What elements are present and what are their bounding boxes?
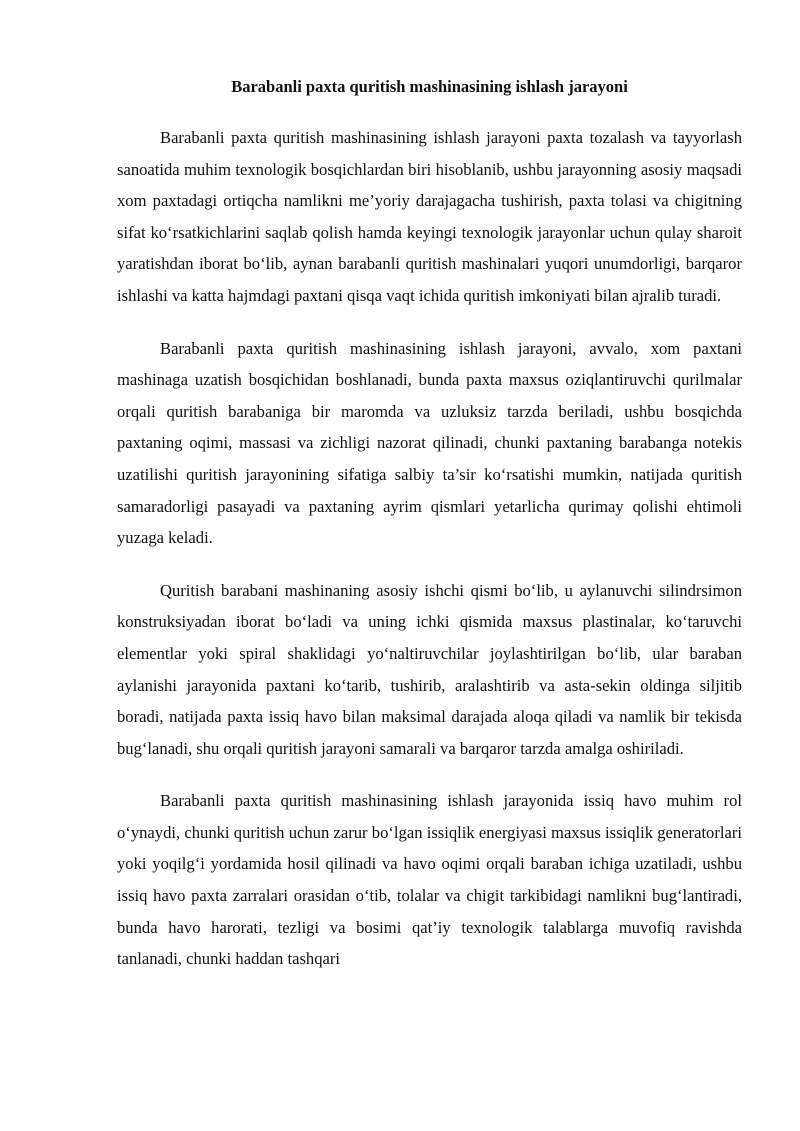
paragraph-4: Barabanli paxta quritish mashinasining ishlash jarayonida issiq havo muhim rol o‘ynaydi, chunki quritish uchun zarur bo‘lgan issiqlik energiyasi maxsus issiqlik generatorlari yoki yoqilg‘i yordamida hosil qilinadi va havo oqimi orqali baraban ichiga uzatiladi, ushbu issiq havo paxta zarralari orasidan o‘tib, tolalar va chigit tarkibidagi namlikni bug‘lantiradi, bunda havo harorati, tezligi va bosimi qat’iy texnologik talablarga muvofiq ravishda tanlanadi, chunki haddan tashqari: [117, 791, 742, 969]
paragraph-3: Quritish barabani mashinaning asosiy ishchi qismi bo‘lib, u aylanuvchi silindrsimon konstruksiyadan iborat bo‘ladi va uning ichki qismida maxsus plastinalar, ko‘taruvchi elementlar yoki spiral shaklidagi yo‘naltiruvchilar joylashtirilgan bo‘lib, ular baraban aylanishi jarayonida paxtani ko‘tarib, tushirib, aralashtirib va asta-sekin oldinga siljitib boradi, natijada paxta issiq havo bilan maksimal darajada aloqa qiladi va namlik bir tekisda bug‘lanadi, shu orqali quritish jarayoni samarali va barqaror tarzda amalga oshiriladi.: [117, 580, 742, 758]
paragraph-1: Barabanli paxta quritish mashinasining ishlash jarayoni paxta tozalash va tayyorlash sanoatida muhim texnologik bosqichlardan biri hisoblanib, ushbu jarayonning asosiy maqsadi xom paxtadagi ortiqcha namlikni me’yoriy darajagacha tushirish, paxta tolasi va chigitning sifat ko‘rsatkichlarini saqlab qolish hamda keyingi texnologik jarayonlar uchun qulay sharoit yaratishdan iborat bo‘lib, aynan barabanli quritish mashinalari yuqori unumdorligi, barqaror ishlashi va katta hajmdagi paxtani qisqa vaqt ichida quritish imkoniyati bilan ajralib turadi.: [117, 128, 742, 305]
paragraph-2: Barabanli paxta quritish mashinasining ishlash jarayoni, avvalo, xom paxtani mashinaga uzatish bosqichidan boshlanadi, bunda paxta maxsus oziqlantiruvchi qurilmalar orqali quritish barabaniga bir maromda va uzluksiz tarzda beriladi, ushbu bosqichda paxtaning oqimi, massasi va zichligi nazorat qilinadi, chunki paxtaning barabanga notekis uzatilishi quritish jarayonining sifatiga salbiy ta’sir ko‘rsatishi mumkin, natijada quritish samaradorligi pasayadi va paxtaning ayrim qismlari yetarlicha qurimay qolishi ehtimoli yuzaga keladi.: [117, 338, 742, 548]
document-title: Barabanli paxta quritish mashinasining ishlash jarayoni: [231, 77, 628, 96]
